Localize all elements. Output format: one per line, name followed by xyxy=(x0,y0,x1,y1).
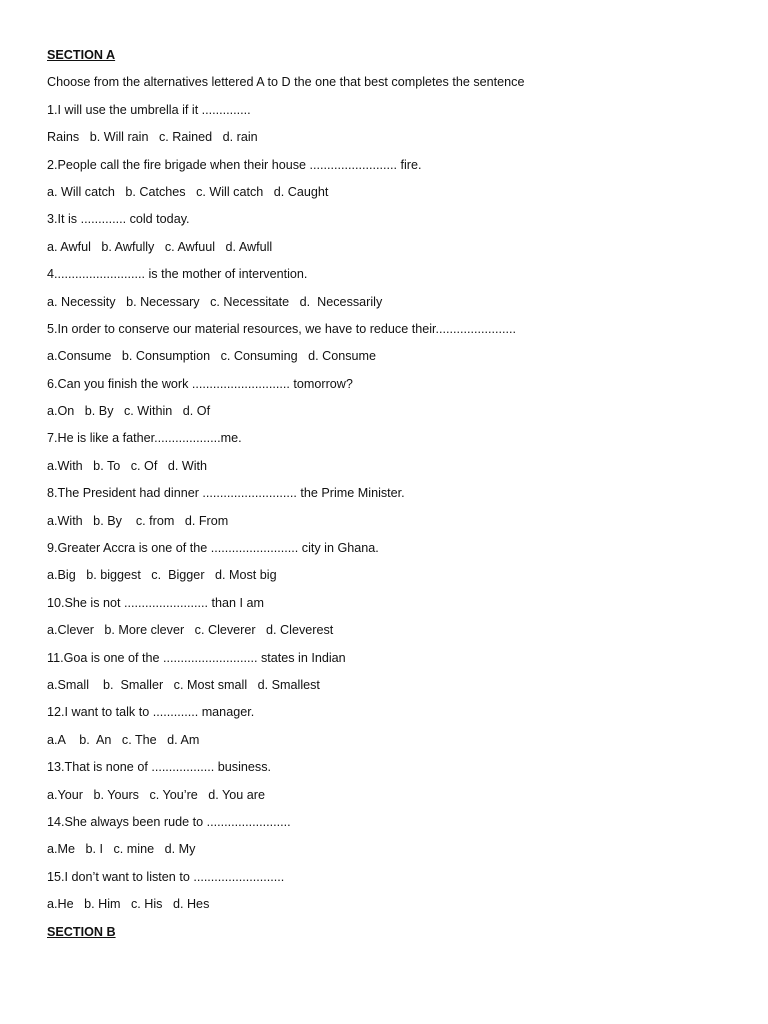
options-9: a.Big b. biggest c. Bigger d. Most big xyxy=(47,568,277,583)
question-8: 8.The President had dinner ........................... the Prime Minister. xyxy=(47,486,405,501)
question-5: 5.In order to conserve our material resources, we have to reduce their....................... xyxy=(47,321,516,336)
question-15: 15.I don’t want to listen to .......................... xyxy=(47,869,285,884)
instruction-text: Choose from the alternatives lettered A to D the one that best completes the sentence xyxy=(47,75,525,90)
options-1: Rains b. Will rain c. Rained d. rain xyxy=(47,130,258,145)
question-3: 3.It is ............. cold today. xyxy=(47,212,190,227)
options-6: a.On b. By c. Within d. Of xyxy=(47,404,211,419)
question-1: 1.I will use the umbrella if it .............. xyxy=(47,102,251,117)
options-13: a.Your b. Yours c. You’re d. You are xyxy=(47,787,265,802)
options-3: a. Awful b. Awfully c. Awfuul d. Awfull xyxy=(47,239,273,254)
question-9: 9.Greater Accra is one of the ......................... city in Ghana. xyxy=(47,541,379,556)
document-page xyxy=(47,42,737,946)
section-a-heading: SECTION A xyxy=(47,48,116,62)
question-11: 11.Goa is one of the ........................... states in Indian xyxy=(47,650,346,665)
options-5: a.Consume b. Consumption c. Consuming d. Consume xyxy=(47,349,376,364)
question-2: 2.People call the fire brigade when their house ......................... fire. xyxy=(47,157,422,172)
question-10: 10.She is not ........................ than I am xyxy=(47,595,264,610)
question-4: 4.......................... is the mother of intervention. xyxy=(47,267,308,282)
options-14: a.Me b. I c. mine d. My xyxy=(47,842,196,857)
options-2: a. Will catch b. Catches c. Will catch d. Caught xyxy=(47,184,329,199)
options-8: a.With b. By c. from d. From xyxy=(47,513,229,528)
options-7: a.With b. To c. Of d. With xyxy=(47,458,208,473)
section-b-heading: SECTION B xyxy=(47,924,116,939)
options-11: a.Small b. Smaller c. Most small d. Smallest xyxy=(47,677,320,692)
options-15: a.He b. Him c. His d. Hes xyxy=(47,897,210,912)
question-6: 6.Can you finish the work ............................ tomorrow? xyxy=(47,376,353,391)
question-13: 13.That is none of .................. business. xyxy=(47,760,272,775)
question-12: 12.I want to talk to ............. manager. xyxy=(47,705,255,720)
question-14: 14.She always been rude to ........................ xyxy=(47,814,291,829)
question-list xyxy=(47,97,737,919)
options-4: a. Necessity b. Necessary c. Necessitate d. Necessarily xyxy=(47,294,383,309)
question-7: 7.He is like a father...................me. xyxy=(47,431,242,446)
options-12: a.A b. An c. The d. Am xyxy=(47,732,200,747)
options-10: a.Clever b. More clever c. Cleverer d. Cleverest xyxy=(47,623,334,638)
